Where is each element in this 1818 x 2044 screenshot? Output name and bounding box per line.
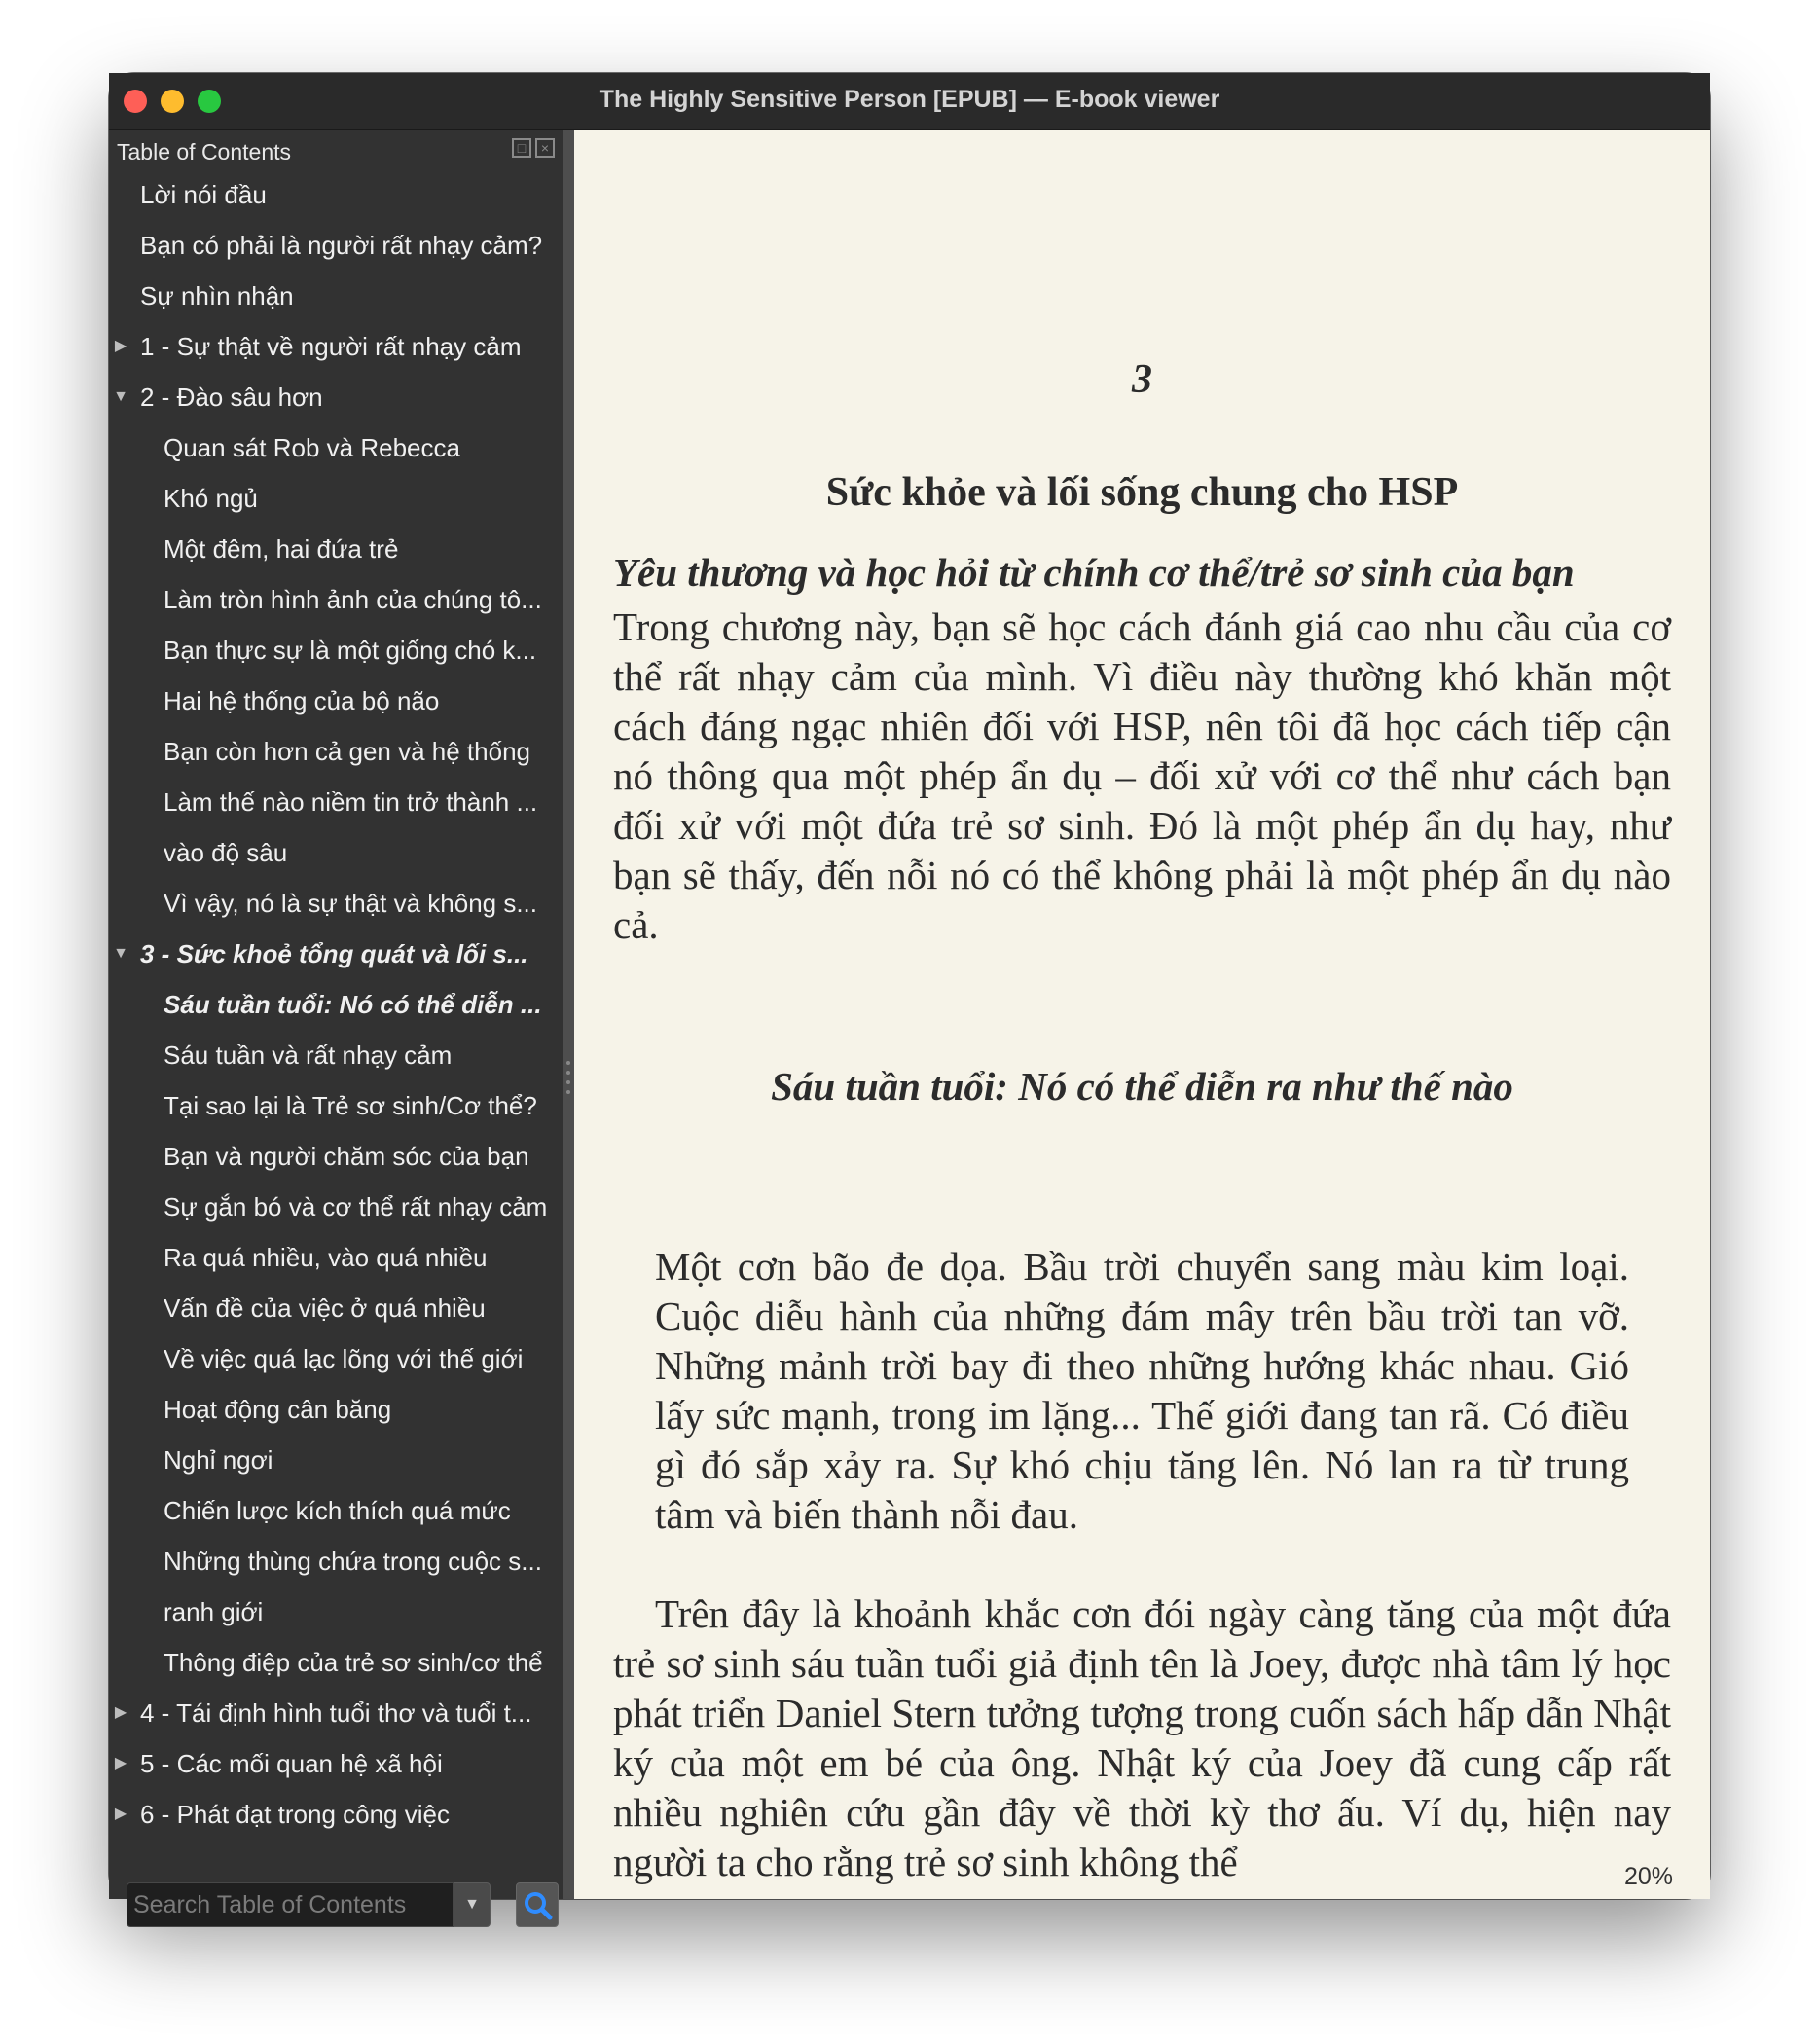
toc-item-label: Chiến lược kích thích quá mức [164, 1496, 511, 1525]
toc-panel [109, 130, 563, 1913]
toc-item[interactable] [109, 1333, 563, 1384]
toc-item[interactable] [109, 220, 563, 271]
disclosure-collapsed-icon[interactable]: ▶ [114, 1755, 127, 1771]
toc-dock-controls [512, 138, 555, 158]
chevron-down-icon: ▼ [464, 1896, 480, 1913]
toc-item[interactable] [109, 1080, 563, 1131]
search-history-dropdown[interactable] [454, 1882, 491, 1927]
toc-item-label: Vấn đề của việc ở quá nhiều [164, 1294, 486, 1323]
title-bar [109, 73, 1710, 130]
toc-item-label: 3 - Sức khoẻ tổng quát và lối s... [140, 939, 528, 968]
toc-item-label: Sáu tuần và rất nhạy cảm [164, 1040, 453, 1070]
toc-item[interactable] [109, 574, 563, 625]
toc-item[interactable] [109, 1283, 563, 1333]
toc-item[interactable] [109, 473, 563, 524]
toc-item-label: Về việc quá lạc lõng với thế giới [164, 1344, 524, 1373]
disclosure-expanded-icon[interactable]: ▼ [113, 388, 128, 405]
toc-item-label: Sự gắn bó và cơ thể rất nhạy cảm [164, 1192, 548, 1222]
toc-search-input[interactable] [127, 1882, 454, 1927]
body-paragraph: Trên đây là khoảnh khắc cơn đói ngày càng tăng của một đứa trẻ sơ sinh sáu tuần tuổi giả định tên là Joey, được nhà tâm lý học phát triển Daniel Stern tưởng tượng trong cuốn sách hấp dẫn Nhật ký của một em bé của ông. Nhật ký của Joey đã cung cấp rất nhiều nghiên cứu gần đây về thời kỳ thơ ấu. Ví dụ, hiện nay người ta cho rằng trẻ sơ sinh không thể [613, 1591, 1671, 1884]
toc-item[interactable] [109, 1789, 563, 1840]
toc-item-label: Làm tròn hình ảnh của chúng tô... [164, 585, 542, 614]
toc-item[interactable] [109, 827, 563, 878]
toc-item-label: 1 - Sự thật về người rất nhạy cảm [140, 332, 522, 361]
toc-item[interactable] [109, 1536, 563, 1587]
section-title: Sáu tuần tuổi: Nó có thể diễn ra như thế nào [771, 1064, 1513, 1109]
toc-item[interactable] [109, 929, 563, 979]
toc-item[interactable] [109, 1587, 563, 1637]
chapter-number: 3 [1132, 357, 1152, 402]
undock-icon[interactable]: □ [512, 138, 531, 158]
toc-item-label: ranh giới [164, 1597, 264, 1626]
toc-item[interactable] [109, 1688, 563, 1738]
chapter-subtitle: Yêu thương và học hỏi từ chính cơ thể/trẻ sơ sinh của bạn [613, 550, 1575, 595]
toc-item-label: Làm thế nào niềm tin trở thành ... [164, 787, 538, 817]
toc-item[interactable] [109, 524, 563, 574]
toc-item-label: Bạn thực sự là một giống chó k... [164, 636, 537, 665]
toc-item-label: Nghỉ ngơi [164, 1445, 273, 1475]
intro-paragraph: Trong chương này, bạn sẽ học cách đánh giá cao nhu cầu của cơ thể rất nhạy cảm của mình. Vì điều này thường khó khăn một cách đáng ngạc nhiên đối với HSP, nên tôi đã học cách tiếp cận nó thông qua một phép ẩn dụ – đối xử với cơ thể như cách bạn đối xử với một đứa trẻ sơ sinh. Đó là một phép ẩn dụ hay, như bạn sẽ thấy, đến nỗi nó có thể không phải là một phép ẩn dụ nào cả. [613, 604, 1671, 947]
toc-item-label: 5 - Các mối quan hệ xã hội [140, 1749, 443, 1778]
disclosure-collapsed-icon[interactable]: ▶ [114, 338, 127, 354]
toc-item-label: Ra quá nhiều, vào quá nhiều [164, 1243, 488, 1272]
disclosure-collapsed-icon[interactable]: ▶ [114, 1806, 127, 1822]
toc-item-label: Bạn còn hơn cả gen và hệ thống [164, 737, 530, 766]
toc-item-label: Khó ngủ [164, 484, 258, 513]
toc-search-button[interactable] [516, 1882, 559, 1927]
close-panel-icon[interactable]: × [535, 138, 555, 158]
toc-item-label: 6 - Phát đạt trong công việc [140, 1800, 450, 1829]
book-page [574, 130, 1710, 1899]
toc-item[interactable] [109, 1637, 563, 1688]
reading-progress: 20% [1623, 1863, 1673, 1890]
toc-item[interactable] [109, 169, 563, 220]
search-icon [517, 1883, 560, 1928]
splitter-grip-icon [566, 1061, 570, 1100]
toc-item[interactable] [109, 1738, 563, 1789]
toc-item[interactable] [109, 1131, 563, 1182]
toc-item-label: 2 - Đào sâu hơn [140, 383, 323, 412]
toc-list [109, 169, 563, 1850]
toc-item[interactable] [109, 878, 563, 929]
toc-item-label: Tại sao lại là Trẻ sơ sinh/Cơ thể? [164, 1091, 537, 1120]
toc-search-bar [127, 1882, 555, 1927]
toc-item[interactable] [109, 1232, 563, 1283]
toc-item[interactable] [109, 271, 563, 321]
toc-item[interactable] [109, 1182, 563, 1232]
toc-item[interactable] [109, 675, 563, 726]
disclosure-expanded-icon[interactable]: ▼ [113, 945, 128, 962]
toc-item-label: Thông điệp của trẻ sơ sinh/cơ thể [164, 1648, 543, 1677]
toc-item-label: Bạn có phải là người rất nhạy cảm? [140, 231, 543, 260]
toc-item-label: vào độ sâu [164, 838, 288, 867]
toc-item[interactable] [109, 1384, 563, 1435]
toc-item-label: Những thùng chứa trong cuộc s... [164, 1547, 542, 1576]
window-title: The Highly Sensitive Person [EPUB] — E-book viewer [599, 86, 1220, 113]
toc-item[interactable] [109, 1485, 563, 1536]
toc-item[interactable] [109, 625, 563, 675]
panel-splitter[interactable] [563, 130, 574, 1899]
toc-item-label: Hai hệ thống của bộ não [164, 686, 440, 715]
toc-item[interactable] [109, 777, 563, 827]
toc-item[interactable] [109, 422, 563, 473]
ebook-viewer-window [109, 73, 1710, 1913]
toc-header: Table of Contents [117, 139, 292, 164]
toc-item-label: Sự nhìn nhận [140, 281, 294, 310]
toc-item-label: Hoạt động cân băng [164, 1395, 392, 1424]
toc-item-label: Lời nói đầu [140, 180, 267, 209]
toc-item-label: Bạn và người chăm sóc của bạn [164, 1142, 529, 1171]
toc-item[interactable] [109, 726, 563, 777]
toc-item-label: 4 - Tái định hình tuổi thơ và tuổi t... [140, 1698, 532, 1728]
toc-item[interactable] [109, 1435, 563, 1485]
toc-item[interactable] [109, 321, 563, 372]
toc-item-label: Vì vậy, nó là sự thật và không s... [164, 889, 538, 918]
toc-item-label: Một đêm, hai đứa trẻ [164, 534, 399, 564]
chapter-title: Sức khỏe và lối sống chung cho HSP [825, 470, 1459, 515]
toc-item[interactable] [109, 372, 563, 422]
disclosure-collapsed-icon[interactable]: ▶ [114, 1704, 127, 1721]
quote-paragraph: Một cơn bão đe dọa. Bầu trời chuyển sang màu kim loại. Cuộc diễu hành của những đám mây trên bầu trời tan vỡ. Những mảnh trời bay đi theo những hướng khác nhau. Gió lấy sức mạnh, trong im lặng... Thế giới đang tan rã. Có điều gì đó sắp xảy ra. Sự khó chịu tăng lên. Nó lan ra từ trung tâm và biến thành nỗi đau. [655, 1244, 1629, 1537]
toc-item[interactable] [109, 1030, 563, 1080]
toc-item-label: Sáu tuần tuổi: Nó có thể diễn ... [164, 990, 542, 1019]
toc-item[interactable] [109, 979, 563, 1030]
toc-item-label: Quan sát Rob và Rebecca [164, 433, 460, 462]
